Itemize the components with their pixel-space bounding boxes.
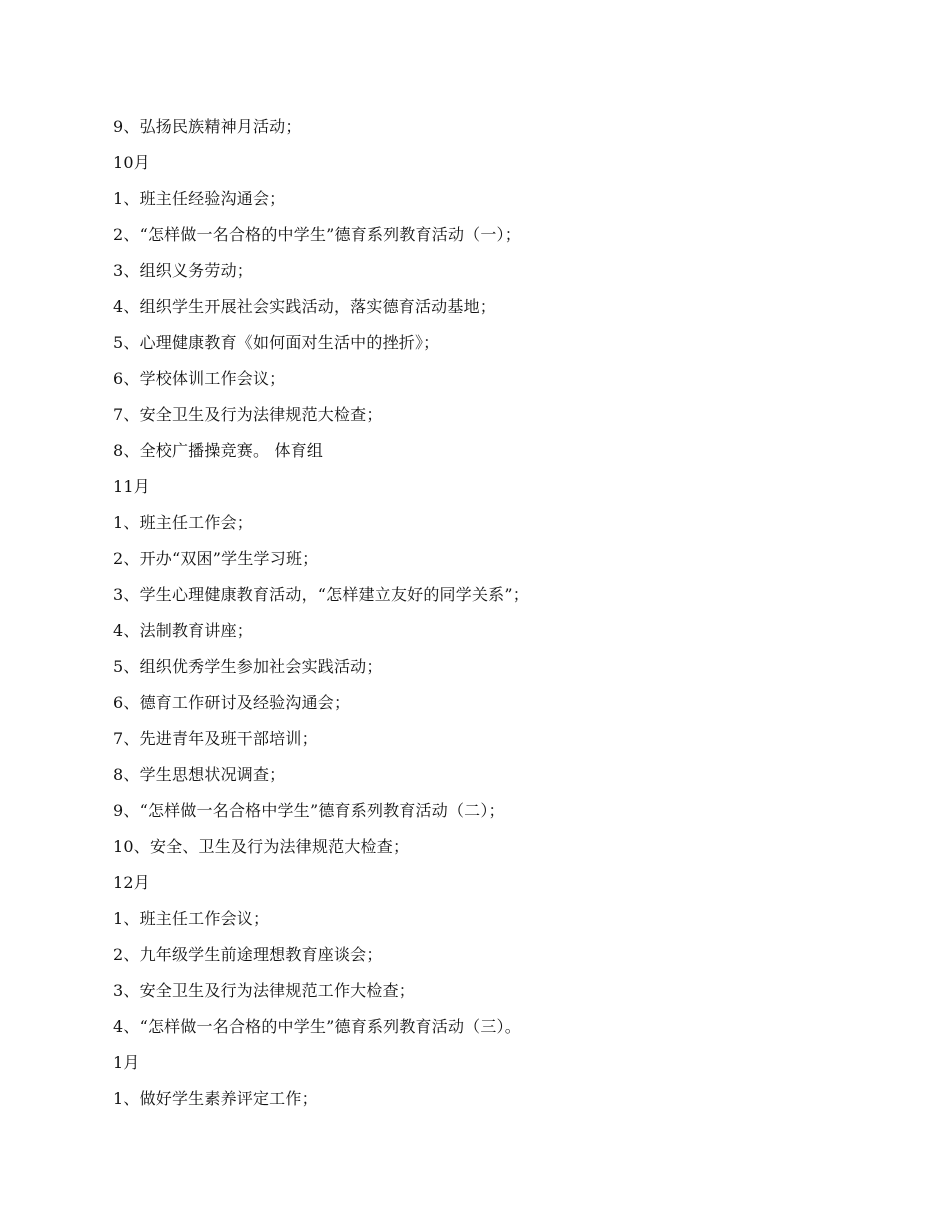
- list-item: 3、安全卫生及行为法律规范工作大检查；: [113, 981, 415, 1000]
- list-item: 2、九年级学生前途理想教育座谈会；: [113, 945, 383, 964]
- list-item: 1、班主任工作会议；: [113, 909, 270, 928]
- list-item: 1、班主任经验沟通会；: [113, 189, 286, 208]
- document-body: [113, 109, 893, 1117]
- list-item: 4、组织学生开展社会实践活动，落实德育活动基地；: [113, 297, 496, 316]
- list-item: 8、全校广播操竞赛。 体育组: [113, 441, 324, 460]
- list-item: 1、做好学生素养评定工作；: [113, 1089, 318, 1108]
- list-item: 4、“怎样做一名合格的中学生”德育系列教育活动（三）。: [113, 1017, 521, 1036]
- list-item: 6、德育工作研讨及经验沟通会；: [113, 693, 351, 712]
- list-item: 4、法制教育讲座；: [113, 621, 253, 640]
- list-item: 9、“怎样做一名合格中学生”德育系列教育活动（二）；: [113, 801, 505, 820]
- list-item: 2、“怎样做一名合格的中学生”德育系列教育活动（一）；: [113, 225, 521, 244]
- list-item: 9、弘扬民族精神月活动；: [113, 117, 302, 136]
- month-heading: 12月: [113, 873, 150, 892]
- list-item: 7、先进青年及班干部培训；: [113, 729, 318, 748]
- month-heading: 11月: [113, 477, 150, 496]
- list-item: 3、学生心理健康教育活动，“怎样建立友好的同学关系”；: [113, 585, 529, 604]
- list-item: 2、开办“双困”学生学习班；: [113, 549, 319, 568]
- month-heading: 10月: [113, 153, 150, 172]
- list-item: 5、心理健康教育《如何面对生活中的挫折》；: [113, 333, 440, 352]
- list-item: 6、学校体训工作会议；: [113, 369, 286, 388]
- list-item: 1、班主任工作会；: [113, 513, 253, 532]
- month-heading: 1月: [113, 1053, 140, 1072]
- list-item: 3、组织义务劳动；: [113, 261, 253, 280]
- list-item: 10、安全、卫生及行为法律规范大检查；: [113, 837, 410, 856]
- list-item: 7、安全卫生及行为法律规范大检查；: [113, 405, 383, 424]
- list-item: 8、学生思想状况调查；: [113, 765, 286, 784]
- list-item: 5、组织优秀学生参加社会实践活动；: [113, 657, 383, 676]
